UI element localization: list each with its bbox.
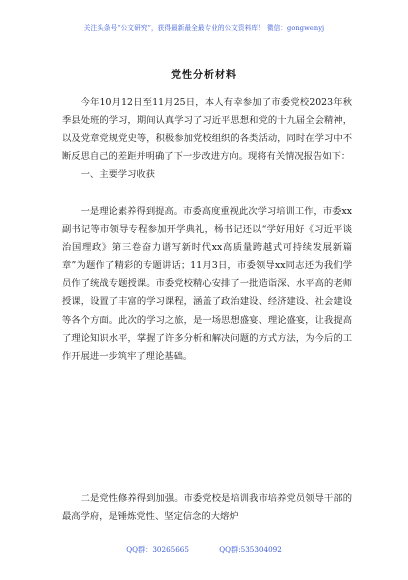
footer [0, 545, 408, 555]
section-heading-main-gains: 一、主要学习收获 [80, 169, 155, 180]
footer-qq-group-1: QQ群：30265665 [126, 545, 189, 554]
paragraph-intro: 今年10月12日至11月25日，本人有幸参加了市委党校2023年秋季县处班的学习，期间认真学习了习近平思想和党的十九届全会精神，以及党章党规党史等，积极参加党校组织的各类活动，同时在学习中不断反思自己的差距并明确了下一步改进方向。现将有关情况报告如下： [62, 97, 352, 163]
document-title: 党性分析材料 [171, 70, 237, 81]
header-banner: 关注头条号“公文研究”，获得最新最全最专业的公文资料库！ 微信：gongwenyj [83, 24, 325, 32]
footer-qq-group-2: QQ群:535304092 [219, 545, 282, 554]
paragraph-theory: 一是理论素养得到提高。市委高度重视此次学习培训工作，市委xx副书记等市领导专程参加开学典礼，杨书记还以“学好用好《习近平谈治国理政》第三卷奋力谱写新时代xx高质量跨越式可持续发展新篇章”为题作了精彩的专题讲话；11月3日，市委领导xx同志还为我们学员作了统战专题授课。市委党校精心安排了一批造诣深、水平高的老师授课，设置了丰富的学习课程，涵盖了政治建设、经济建设、社会建设等各个方面。此次的学习之旅，是一场思想盛宴、理论盛宴，让我提高了理论知识水平，掌握了许多分析和解决问题的方式方法，为今后的工作开展进一步筑牢了理论基础。 [62, 206, 352, 362]
paragraph-party-spirit: 二是党性修养得到加强。市委党校是培训我市培养党员领导干部的最高学府，是锤炼党性、坚定信念的大熔炉 [62, 493, 352, 523]
